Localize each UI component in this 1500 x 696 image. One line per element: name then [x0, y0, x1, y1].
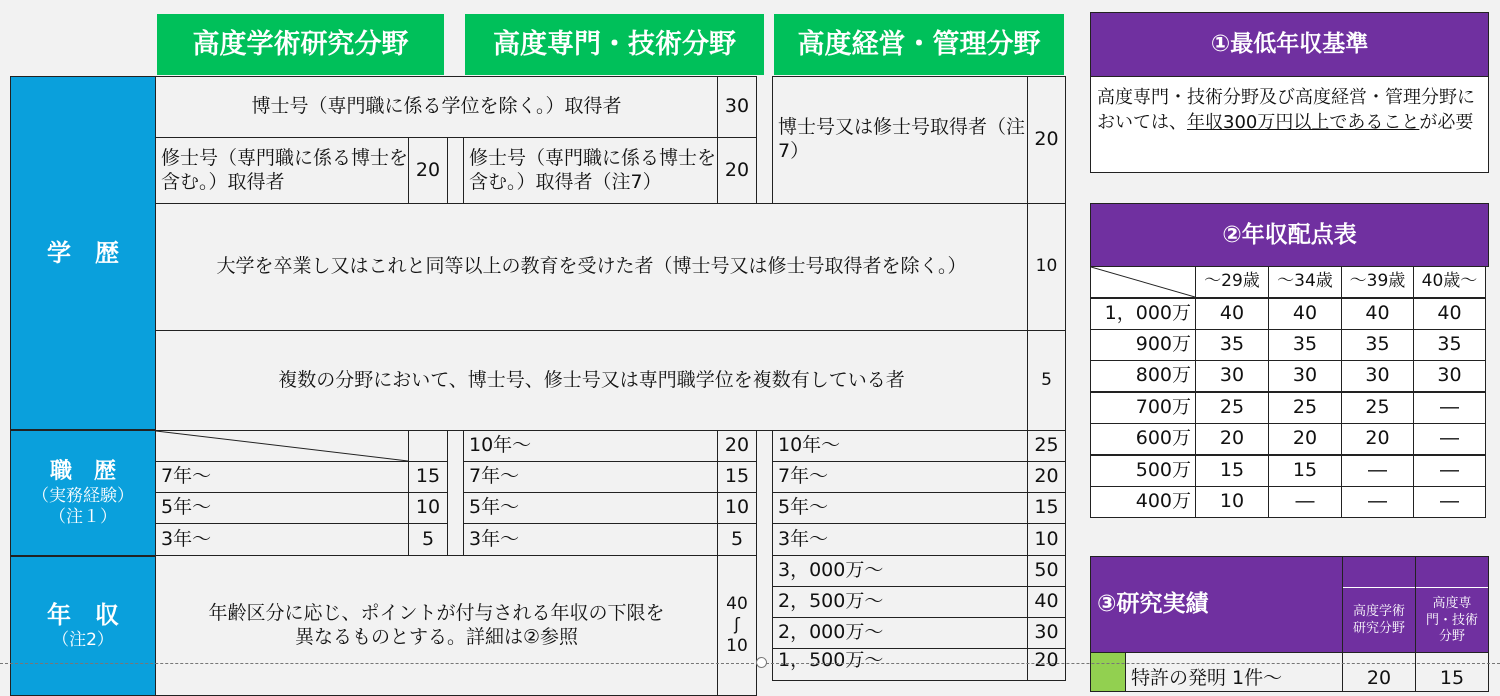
- side-career-note: （注１）: [49, 506, 117, 527]
- income-table-row-label: 400万: [1090, 486, 1196, 518]
- side-education: [10, 76, 156, 430]
- page-break-line: [0, 663, 1500, 664]
- career-academic-row: 5年～: [155, 492, 409, 524]
- side-income-note: （注2）: [52, 630, 114, 651]
- research-col-technical-cell: [1415, 556, 1489, 653]
- career-management-row: 5年～: [772, 492, 1028, 524]
- edu-management-pts: 20: [1027, 76, 1066, 204]
- min-income-text-2: が必要: [1419, 112, 1474, 134]
- header-academic: 高度学術研究分野: [155, 12, 446, 77]
- income-management-pts: 40: [1027, 586, 1066, 618]
- income-table-cell: 20: [1341, 423, 1414, 455]
- side-career-title: 職 歴: [49, 459, 116, 484]
- header-technical: 高度専門・技術分野: [463, 12, 766, 77]
- income-management-pts: 50: [1027, 555, 1066, 587]
- income-table-cell: 25: [1341, 392, 1414, 424]
- income-table-column-header: 40歳～: [1413, 266, 1486, 298]
- income-table-cell: 40: [1268, 298, 1342, 330]
- income-pts-range: [717, 555, 757, 696]
- page-break-handle[interactable]: [756, 657, 767, 668]
- header-management: 高度経営・管理分野: [772, 12, 1066, 77]
- edu-master-academic: 修士号（専門職に係る博士を含む。）取得者: [155, 137, 409, 204]
- income-table-cell: ―: [1341, 486, 1414, 518]
- career-management-row: 7年～: [772, 461, 1028, 493]
- income-table-cell: 15: [1195, 455, 1269, 487]
- income-table-row-label: 700万: [1090, 392, 1196, 424]
- income-table-row-label: 900万: [1090, 329, 1196, 361]
- edu-multiple-pts: 5: [1027, 330, 1066, 431]
- edu-doctor-pts: 30: [717, 76, 757, 138]
- career-academic-pts: 10: [408, 492, 448, 524]
- income-table-cell: 40: [1341, 298, 1414, 330]
- career-management-pts: 10: [1027, 523, 1066, 556]
- edu-master-technical-pts: 20: [717, 137, 757, 204]
- income-table-cell: 35: [1195, 329, 1269, 361]
- research-row1-academic: 20: [1342, 652, 1416, 692]
- research-col-academic-cell: [1342, 556, 1416, 653]
- edu-multiple: 複数の分野において、博士号、修士号又は専門職学位を複数有している者: [155, 330, 1028, 431]
- income-management-row: 2，000万～: [772, 617, 1028, 649]
- income-table-row-label: 500万: [1090, 455, 1196, 487]
- income-management-pts: 20: [1027, 648, 1066, 681]
- min-income-underline: 年収300万円以上であること: [1187, 112, 1420, 134]
- income-table-cell: 15: [1268, 455, 1342, 487]
- income-table-cell: ―: [1413, 392, 1486, 424]
- income-table-cell: 30: [1341, 360, 1414, 392]
- income-management-pts: 30: [1027, 617, 1066, 649]
- side-education-label: 学 歴: [47, 239, 119, 267]
- edu-management: 博士号又は修士号取得者（注7）: [772, 76, 1028, 204]
- income-table-cell: 25: [1195, 392, 1269, 424]
- income-table-cell: 40: [1413, 298, 1486, 330]
- career-technical-pts: 20: [717, 430, 757, 462]
- edu-university-pts: 10: [1027, 203, 1066, 331]
- career-management-pts: 15: [1027, 492, 1066, 524]
- edu-university: 大学を卒業し又はこれと同等以上の教育を受けた者（博士号又は修士号取得者を除く。）: [155, 203, 1028, 331]
- income-table-cell: 30: [1268, 360, 1342, 392]
- income-management-row: 1，500万～: [772, 648, 1028, 681]
- income-table-cell: 25: [1268, 392, 1342, 424]
- diagonal-line: [1091, 267, 1195, 297]
- income-table-cell: ―: [1341, 455, 1414, 487]
- income-table-cell: 40: [1195, 298, 1269, 330]
- career-academic-pts: 15: [408, 461, 448, 493]
- income-table-title: ②年収配点表: [1090, 203, 1489, 267]
- income-table-cell: 35: [1413, 329, 1486, 361]
- side-career-sub: （実務経験）: [32, 485, 134, 506]
- income-table-column-header: ～29歳: [1195, 266, 1269, 298]
- career-academic-row: 7年～: [155, 461, 409, 493]
- research-col-technical: 高度専門・技術分野: [1416, 587, 1488, 654]
- income-table-cell: 20: [1195, 423, 1269, 455]
- income-pts-top: 40: [726, 593, 748, 614]
- income-table-cell: 20: [1268, 423, 1342, 455]
- edu-doctor: 博士号（専門職に係る学位を除く。）取得者: [155, 76, 718, 138]
- income-table-row-label: 1，000万: [1090, 298, 1196, 330]
- career-management-pts: 20: [1027, 461, 1066, 493]
- career-technical-row: 7年～: [463, 461, 718, 493]
- edu-master-academic-pts: 20: [408, 137, 448, 204]
- income-description-line1: 年齢区分に応じ、ポイントが付与される年収の下限を: [208, 601, 665, 624]
- income-table-cell: 35: [1268, 329, 1342, 361]
- income-table-cell: 10: [1195, 486, 1269, 518]
- career-academic-row: 3年～: [155, 523, 409, 556]
- income-pts-mid: ʃ: [734, 614, 740, 635]
- side-income: [10, 556, 156, 696]
- income-table-cell: 30: [1413, 360, 1486, 392]
- income-table-cell: 35: [1341, 329, 1414, 361]
- career-academic-header-pts: [408, 430, 448, 462]
- research-row1-label: 特許の発明 1件～: [1125, 652, 1343, 692]
- income-table-row-label: 800万: [1090, 360, 1196, 392]
- income-table-cell: 30: [1195, 360, 1269, 392]
- min-income-text-1: 高度専門・技術分野及び高度経営・管理分野においては、: [1097, 87, 1475, 134]
- career-technical-row: 10年～: [463, 430, 718, 462]
- income-pts-bottom: 10: [726, 636, 748, 657]
- income-table-corner: [1090, 266, 1196, 298]
- research-col-academic: 高度学術研究分野: [1343, 587, 1415, 654]
- research-row1-technical: 15: [1415, 652, 1489, 692]
- min-income-paragraph: [1097, 85, 1482, 135]
- income-management-row: 3，000万～: [772, 555, 1028, 587]
- income-management-row: 2，500万～: [772, 586, 1028, 618]
- diagonal-line: [156, 431, 408, 461]
- income-table-cell: ―: [1413, 486, 1486, 518]
- min-income-text: [1090, 76, 1489, 173]
- career-management-row: 3年～: [772, 523, 1028, 556]
- career-academic-header: [155, 430, 409, 462]
- income-table-cell: ―: [1413, 455, 1486, 487]
- income-description-line2: 異なるものとする。詳細は②参照: [294, 625, 579, 648]
- career-management-row: 10年～: [772, 430, 1028, 462]
- research-row-marker: [1090, 652, 1126, 692]
- min-income-title: ①最低年収基準: [1090, 12, 1489, 77]
- income-table-cell: ―: [1268, 486, 1342, 518]
- side-income-title: 年 収: [47, 601, 119, 630]
- career-technical-pts: 10: [717, 492, 757, 524]
- career-academic-pts: 5: [408, 523, 448, 556]
- income-table-row-label: 600万: [1090, 423, 1196, 455]
- income-table-column-header: ～39歳: [1341, 266, 1414, 298]
- income-table-cell: ―: [1413, 423, 1486, 455]
- career-technical-pts: 15: [717, 461, 757, 493]
- income-table-column-header: ～34歳: [1268, 266, 1342, 298]
- career-technical-pts: 5: [717, 523, 757, 556]
- research-title: ③研究実績: [1090, 556, 1343, 653]
- side-career: [10, 430, 156, 556]
- career-management-pts: 25: [1027, 430, 1066, 462]
- income-description: [155, 555, 718, 696]
- edu-master-technical: 修士号（専門職に係る博士を含む。）取得者（注7）: [463, 137, 718, 204]
- career-technical-row: 5年～: [463, 492, 718, 524]
- career-technical-row: 3年～: [463, 523, 718, 556]
